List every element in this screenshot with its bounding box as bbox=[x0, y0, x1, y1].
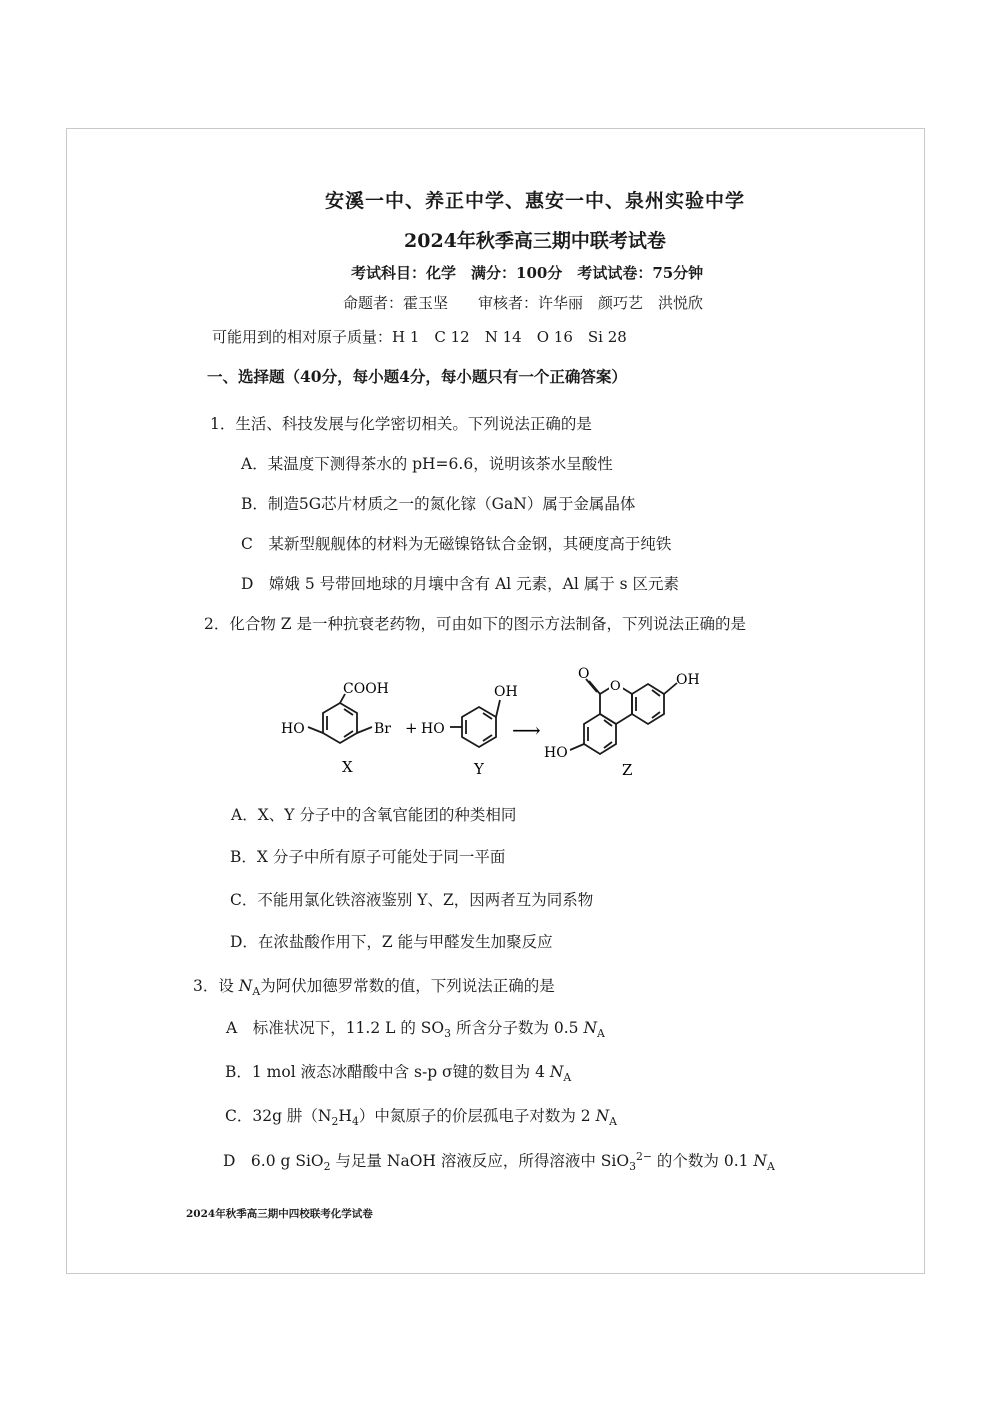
q1-option-b: B．制造5G芯片材质之一的氮化镓（GaN）属于金属晶体 bbox=[241, 495, 636, 513]
q3-option-c: C．32g 肼$(N_2H_4)$中氮原子的价层孤电子对数为 2 $N_A$ bbox=[225, 1107, 617, 1129]
q3-option-b: B．1 mol 液态冰醋酸中含 s-p σ键的数目为 4 $N_A$ bbox=[225, 1063, 572, 1085]
y-ho-label: HO bbox=[421, 721, 445, 737]
subject-line: 考试科目：化学 满分：100分 考试试卷：75分钟 bbox=[351, 264, 704, 282]
z-oh-label: OH bbox=[676, 672, 700, 688]
reaction-arrow: ⟶ bbox=[512, 718, 541, 742]
authors-line: 命题者：霍玉坚 审核者：许华丽 颜巧艺 洪悦欣 bbox=[343, 294, 704, 312]
q3-option-a: A 标准状况下，11.2 L 的 $SO_3$ 所含分子数为 0.5 $N_A$ bbox=[226, 1019, 605, 1041]
q1-option-c: C 某新型舰舰体的材料为无磁镍铬钛合金钢，其硬度高于纯铁 bbox=[241, 535, 672, 553]
carbonyl-oxygen-label: O bbox=[578, 666, 590, 682]
x-ho-label: HO bbox=[281, 721, 305, 737]
molecule-y bbox=[450, 700, 500, 747]
y-oh-label: OH bbox=[494, 684, 518, 700]
q2-option-d: D．在浓盐酸作用下，Z 能与甲醛发生加聚反应 bbox=[230, 933, 553, 951]
x-cooh-label: COOH bbox=[343, 681, 389, 697]
q3-option-d: D 6.0 g SiO$_2$ 与足量 NaOH 溶液反应，所得溶液中 SiO$_3^{2-}$ 的个数为 0.1 $N_A$ bbox=[223, 1149, 775, 1174]
q1-option-d: D 嫦娥 5 号带回地球的月壤中含有 Al 元素，Al 属于 s 区元素 bbox=[241, 575, 680, 593]
ring-oxygen-label: O bbox=[610, 679, 621, 694]
x-br-label: Br bbox=[374, 721, 391, 737]
schools-title: 安溪一中、养正中学、惠安一中、泉州实验中学 bbox=[324, 190, 745, 212]
atomic-masses: 可能用到的相对原子质量：H 1 C 12 N 14 O 16 Si 28 bbox=[212, 328, 627, 346]
y-label: Y bbox=[474, 760, 484, 778]
plus-sign: + bbox=[405, 719, 418, 737]
x-label: X bbox=[342, 758, 353, 776]
section-title: 一、选择题（40分，每小题4分，每小题只有一个正确答案） bbox=[207, 367, 627, 386]
molecule-z bbox=[570, 679, 677, 754]
q3-stem: 3．设 $N_A$为阿伏加德罗常数的值，下列说法正确的是 bbox=[193, 977, 555, 999]
q2-stem: 2．化合物 Z 是一种抗衰老药物，可由如下的图示方法制备，下列说法正确的是 bbox=[204, 615, 746, 633]
q1-option-a: A．某温度下测得茶水的 pH=6.6，说明该茶水呈酸性 bbox=[241, 455, 613, 473]
exam-title: 2024年秋季高三期中联考试卷 bbox=[404, 230, 666, 252]
z-label: Z bbox=[622, 761, 633, 779]
z-ho-label: HO bbox=[544, 745, 568, 761]
q1-stem: 1．生活、科技发展与化学密切相关。下列说法正确的是 bbox=[210, 415, 592, 433]
page-footer: 2024年秋季高三期中四校联考化学试卷 bbox=[186, 1208, 373, 1220]
molecule-x bbox=[308, 694, 372, 743]
q2-option-c: C．不能用氯化铁溶液鉴别 Y、Z，因两者互为同系物 bbox=[230, 891, 594, 909]
q2-option-a: A．X、Y 分子中的含氧官能团的种类相同 bbox=[231, 806, 517, 824]
q2-option-b: B．X 分子中所有原子可能处于同一平面 bbox=[230, 848, 506, 866]
